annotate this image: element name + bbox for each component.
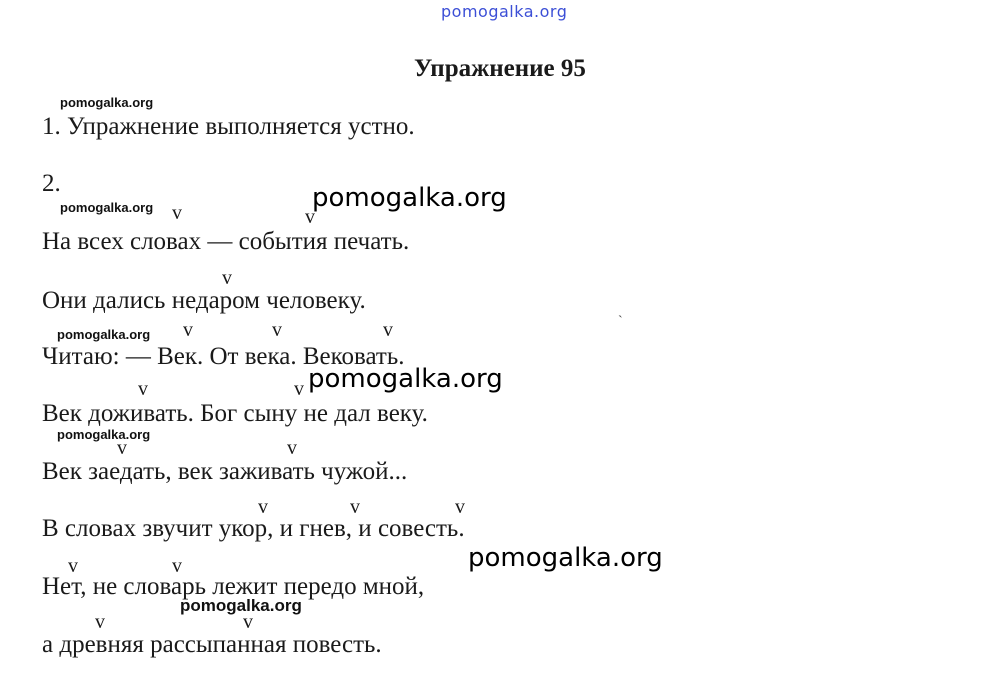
task-line-2: 2. xyxy=(42,170,61,197)
poem-line-5: Век заедать, век заживать чужой... xyxy=(42,458,408,485)
stress-mark: v xyxy=(294,378,304,400)
task-line-1: 1. Упражнение выполняется устно. xyxy=(42,113,415,140)
top-watermark: pomogalka.org xyxy=(441,2,568,21)
stress-mark: v xyxy=(455,496,465,518)
watermark-small-1: pomogalka.org xyxy=(60,95,154,110)
stress-mark: v xyxy=(305,206,315,228)
poem-line-3: Читаю: — Век. От века. Вековать. xyxy=(42,343,405,370)
exercise-title: Упражнение 95 xyxy=(414,55,586,82)
stress-mark: v xyxy=(243,611,253,633)
stress-mark: v xyxy=(172,555,182,577)
stress-mark: v xyxy=(117,437,127,459)
speck-mark: ` xyxy=(618,314,623,329)
stress-mark: v xyxy=(183,319,193,341)
stress-mark: v xyxy=(172,202,182,224)
stress-mark: v xyxy=(287,437,297,459)
watermark-big-2: pomogalka.org xyxy=(308,364,503,394)
watermark-small-4: pomogalka.org xyxy=(57,427,151,442)
stress-mark: v xyxy=(258,496,268,518)
poem-line-2: Они дались недаром человеку. xyxy=(42,287,366,314)
poem-line-8: а древняя рассыпанная повесть. xyxy=(42,631,382,658)
poem-line-1: На всех словах — события печать. xyxy=(42,228,410,255)
watermark-small-5: pomogalka.org xyxy=(180,596,302,615)
stress-mark: v xyxy=(272,319,282,341)
poem-line-7: Нет, не словарь лежит передо мной, xyxy=(42,573,425,600)
stress-mark: v xyxy=(383,319,393,341)
stress-mark: v xyxy=(95,611,105,633)
stress-mark: v xyxy=(138,378,148,400)
watermark-big-3: pomogalka.org xyxy=(468,543,663,573)
stress-mark: v xyxy=(68,555,78,577)
watermark-small-3: pomogalka.org xyxy=(57,327,151,342)
poem-line-6: В словах звучит укор, и гнев, и совесть. xyxy=(42,515,465,542)
watermark-big-1: pomogalka.org xyxy=(312,183,507,213)
stress-mark: v xyxy=(350,496,360,518)
poem-line-4: Век доживать. Бог сыну не дал веку. xyxy=(42,400,428,427)
stress-mark: v xyxy=(222,267,232,289)
watermark-small-2: pomogalka.org xyxy=(60,200,154,215)
